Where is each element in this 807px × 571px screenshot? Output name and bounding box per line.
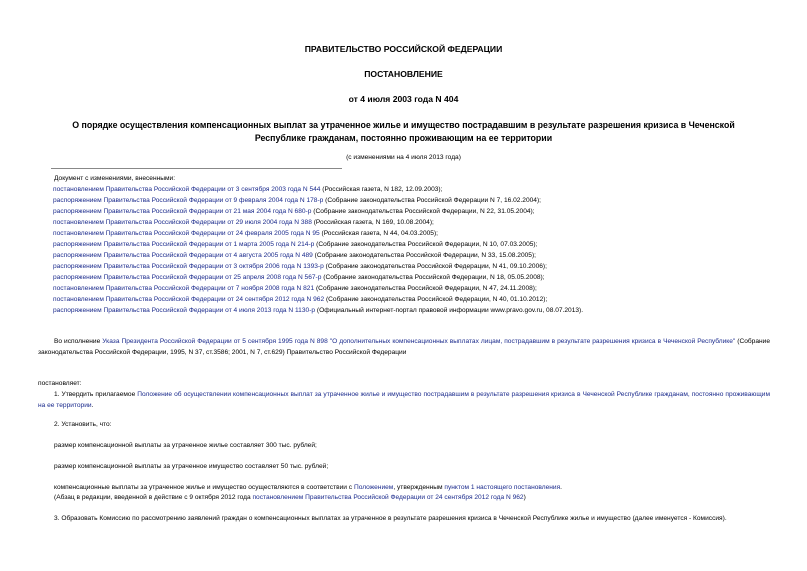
paragraph-1-suffix: . xyxy=(91,401,94,409)
change-source: (Собрание законодательства Российской Федерации, N 10, 07.03.2005); xyxy=(314,241,538,248)
change-item xyxy=(51,217,583,228)
change-link[interactable]: распоряжением Правительства Российской Федерации от 21 мая 2004 года N 680-р xyxy=(53,208,312,215)
preamble-prefix: Во исполнение xyxy=(54,338,103,345)
amendment-suffix: ) xyxy=(523,494,526,501)
change-source: (Собрание законодательства Российской Федерации, N 41, 09.10.2006); xyxy=(323,263,547,270)
regulation-ref-link[interactable]: Положением xyxy=(353,484,394,491)
change-source: (Собрание законодательства Российской Федерации, N 40, 01.10.2012); xyxy=(324,296,548,303)
paragraph-3: 3. Образовать Комиссию по рассмотрению заявлений граждан о компенсационных выплатах за утраченное в результате разрешения кризиса в Чеченской Республике жилье и имущество (далее именуется - Комиссия). xyxy=(54,515,727,522)
change-item xyxy=(51,294,583,305)
change-item xyxy=(51,206,583,217)
amendment-link[interactable]: постановлением Правительства Российской Федерации от 24 сентября 2012 года N 962 xyxy=(252,494,524,501)
change-link[interactable]: постановлением Правительства Российской Федерации от 7 ноября 2008 года N 821 xyxy=(53,285,315,292)
change-source: (Собрание законодательства Российской Федерации, N 22, 31.05.2004); xyxy=(311,208,535,215)
paragraph-2-housing: размер компенсационной выплаты за утраченное жилье составляет 300 тыс. рублей; xyxy=(54,442,317,449)
change-item xyxy=(51,195,583,206)
paragraph-2: 2. Установить, что: xyxy=(54,421,112,428)
change-link[interactable]: распоряжением Правительства Российской Федерации от 9 февраля 2004 года N 178-р xyxy=(53,197,324,204)
issuing-authority: ПРАВИТЕЛЬСТВО РОССИЙСКОЙ ФЕДЕРАЦИИ xyxy=(304,44,503,54)
change-source: (Собрание законодательства Российской Федерации N 7, 16.02.2004); xyxy=(323,197,541,204)
change-item xyxy=(51,250,583,261)
changes-heading: Документ с изменениями, внесенными: xyxy=(54,175,176,182)
change-item xyxy=(51,283,583,294)
change-link[interactable]: распоряжением Правительства Российской Федерации от 1 марта 2005 года N 214-р xyxy=(53,241,315,248)
procedure-prefix: компенсационные выплаты за утраченное жилье и имущество осуществляются в соответствии с xyxy=(54,484,354,491)
document-title: О порядке осуществления компенсационных выплат за утраченное жилье и имущество пострадавшим в результате разрешения кризиса в Чеченской Республике гражданам, постоянно проживающим на ее территории xyxy=(72,120,735,143)
change-link[interactable]: распоряжением Правительства Российской Федерации от 3 октября 2006 года N 1393-р xyxy=(53,263,324,270)
change-source: (Собрание законодательства Российской Федерации, N 18, 05.05.2008); xyxy=(321,274,545,281)
changes-divider xyxy=(51,168,342,169)
paragraph-1 xyxy=(38,390,770,411)
preamble-paragraph xyxy=(38,337,770,358)
change-link[interactable]: распоряжением Правительства Российской Федерации от 25 апреля 2008 года N 567-р xyxy=(53,274,322,281)
document-revision-note: (с изменениями на 4 июля 2013 года) xyxy=(346,154,461,161)
change-source: (Российская газета, N 169, 10.08.2004); xyxy=(311,219,434,226)
decree-link[interactable]: Указа Президента Российской Федерации от 5 сентября 1995 года N 898 "О дополнительных компенсационных выплатах лицам, пострадавшим в результате разрешения кризиса в Чеченской Республике" xyxy=(102,338,736,345)
change-link[interactable]: постановлением Правительства Российской Федерации от 3 сентября 2003 года N 544 xyxy=(53,186,321,193)
amendment-prefix: (Абзац в редакции, введенной в действие с 9 октября 2012 года xyxy=(54,494,253,501)
change-item xyxy=(51,261,583,272)
resolves-line: постановляет: xyxy=(38,380,82,387)
change-link[interactable]: постановлением Правительства Российской Федерации от 24 февраля 2005 года N 95 xyxy=(53,230,320,237)
change-item xyxy=(51,228,583,239)
change-link[interactable]: распоряжением Правительства Российской Федерации от 4 августа 2005 года N 489 xyxy=(53,252,313,259)
change-item xyxy=(51,239,583,250)
change-link[interactable]: постановлением Правительства Российской Федерации от 24 сентября 2012 года N 962 xyxy=(53,296,325,303)
change-source: (Российская газета, N 182, 12.09.2003); xyxy=(320,186,443,193)
procedure-mid: , утвержденным xyxy=(393,484,445,491)
regulation-link[interactable]: Положение об осуществлении компенсационных выплат за утраченное жилье и имущество пострадавшим в результате разрешения кризиса в Чеченской Республике гражданам, постоянно проживающим на ее территории xyxy=(38,391,770,409)
preamble-suffix: (Собрание законодательства Российской Федерации, 1995, N 37, ст.3586; 2001, N 7, ст.629) Правительство Российской Федерации xyxy=(38,338,771,356)
changes-list xyxy=(51,173,583,316)
document-type: ПОСТАНОВЛЕНИЕ xyxy=(364,69,443,79)
procedure-suffix: . xyxy=(560,484,562,491)
change-link[interactable]: распоряжением Правительства Российской Федерации от 4 июля 2013 года N 1130-р xyxy=(53,307,316,314)
change-source: (Собрание законодательства Российской Федерации, N 47, 24.11.2008); xyxy=(314,285,537,292)
document-date-number: от 4 июля 2003 года N 404 xyxy=(348,94,459,104)
change-source: (Официальный интернет-портал правовой информации www.pravo.gov.ru, 08.07.2013). xyxy=(315,307,584,314)
paragraph-1-prefix: 1. Утвердить прилагаемое xyxy=(54,391,138,398)
paragraph-2-property: размер компенсационной выплаты за утраченное имущество составляет 50 тыс. рублей; xyxy=(54,463,329,470)
paragraph-2-procedure xyxy=(38,483,770,494)
change-item xyxy=(51,184,583,195)
change-item xyxy=(51,305,583,316)
clause-1-link[interactable]: пунктом 1 настоящего постановления xyxy=(444,484,561,491)
change-source: (Российская газета, N 44, 04.03.2005); xyxy=(319,230,438,237)
change-source: (Собрание законодательства Российской Федерации, N 33, 15.08.2005); xyxy=(312,252,536,259)
change-link[interactable]: постановлением Правительства Российской Федерации от 29 июля 2004 года N 388 xyxy=(53,219,312,226)
amendment-note xyxy=(38,493,770,504)
change-item xyxy=(51,272,583,283)
